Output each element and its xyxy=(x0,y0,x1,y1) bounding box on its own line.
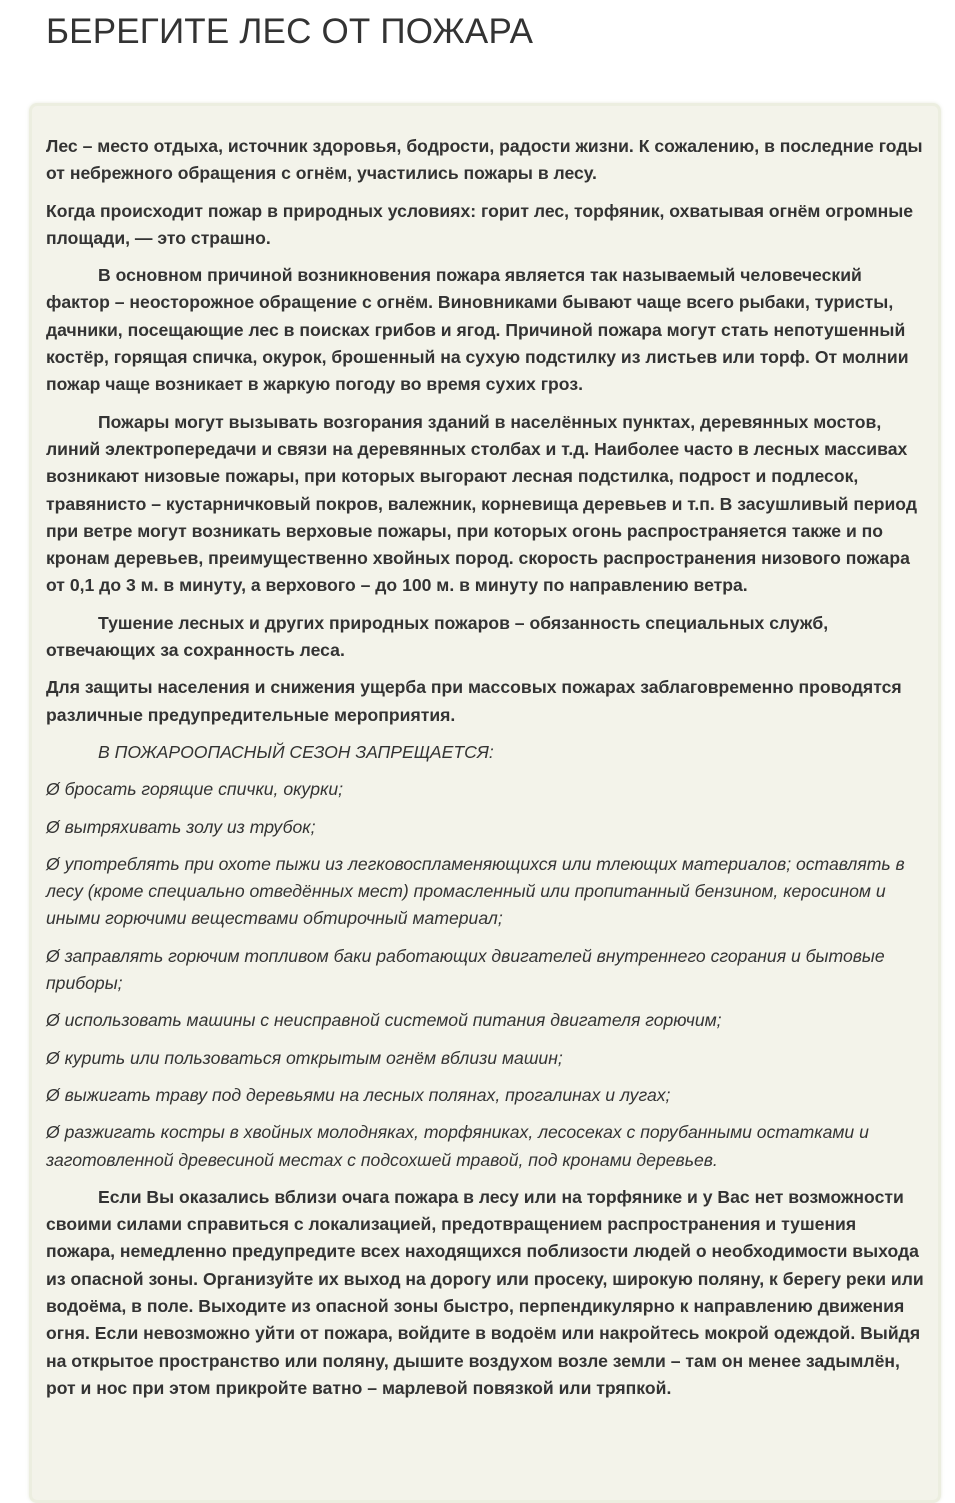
page-title: БЕРЕГИТЕ ЛЕС ОТ ПОЖАРА xyxy=(46,12,534,51)
ban-list-item: Ø курить или пользоваться открытым огнём вблизи машин; xyxy=(46,1047,563,1068)
paragraph-intro: Лес – место отдыха, источник здоровья, бодрости, радости жизни. К сожалению, в последние годы от небрежного обращения с огнём, участились пожары в лесу. xyxy=(46,136,923,184)
article-body xyxy=(46,133,926,1412)
ban-list-item: Ø заправлять горючим топливом баки работающих двигателей внутреннего сгорания и бытовые приборы; xyxy=(46,945,885,994)
paragraph-causes: В основном причиной возникновения пожара является так называемый человеческий фактор – неосторожное обращение с огнём. Виновниками бывают чаще всего рыбаки, туристы, дачники, посещающие лес в поисках грибов и ягод. Причиной пожара могут стать непотушенный костёр, горящая спичка, окурок, брошенный на сухую подстилку из листьев или торф. От молнии пожар чаще возникает в жаркую погоду во время сухих гроз. xyxy=(46,265,909,395)
ban-list-item: Ø выжигать траву под деревьями на лесных полянах, прогалинах и лугах; xyxy=(46,1084,671,1105)
ban-list-item: Ø использовать машины с неисправной системой питания двигателя горючим; xyxy=(46,1010,722,1031)
paragraph-fire-types: Пожары могут вызывать возгорания зданий в населённых пунктах, деревянных мостов, линий электропередачи и связи на деревянных столбах и т.д. Наиболее часто в лесных массивах возникают низовые пожары, при которых выгорают лесная подстилка, подрост и подлесок, травянисто – кустарничковый покров, валежник, корневища деревьев и т.п. В засушливый период при ветре могут возникать верховые пожары, при которых огонь распространяется также и по кронам деревьев, преимущественно хвойных пород. скорость распространения низового пожара от 0,1 до 3 м. в минуту, а верхового – до 100 м. в минуту по направлению ветра. xyxy=(46,411,917,596)
ban-list-item: Ø употреблять при охоте пыжи из легковоспламеняющихся или тлеющих материалов; оставлять в лесу (кроме специально отведённых мест) промасленный или пропитанный бензином, керосином и иными горючими веществами обтирочный материал; xyxy=(46,853,905,929)
ban-list-item: Ø бросать горящие спички, окурки; xyxy=(46,779,343,800)
ban-list-item: Ø вытряхивать золу из трубок; xyxy=(46,816,316,837)
paragraph-emergency-instructions: Если Вы оказались вблизи очага пожара в лесу или на торфянике и у Вас нет возможности своими силами справиться с локализацией, предотвращением распространения и тушения пожара, немедленно предупредите всех находящихся поблизости людей о необходимости выхода из опасной зоны. Организуйте их выход на дорогу или просеку, широкую поляну, к берегу реки или водоёма, в поле. Выходите из опасной зоны быстро, перпендикулярно к направлению движения огня. Если невозможно уйти от пожара, войдите в водоём или накройтесь мокрой одеждой. Выйдя на открытое пространство или поляну, дышите воздухом возле земли – там он менее задымлён, рот и нос при этом прикройте ватно – марлевой повязкой или тряпкой. xyxy=(46,1186,924,1398)
article-content-box xyxy=(29,103,941,1503)
paragraph-prevention: Для защиты населения и снижения ущерба при массовых пожарах заблаговременно проводятся различные предупредительные мероприятия. xyxy=(46,677,902,725)
ban-list-heading: В ПОЖАРООПАСНЫЙ СЕЗОН ЗАПРЕЩАЕТСЯ: xyxy=(98,741,494,762)
ban-list-item: Ø разжигать костры в хвойных молодняках, торфяниках, лесосеках с порубанными остатками и заготовленной древесиной местах с подсохшей травой, под кронами деревьев. xyxy=(46,1122,869,1170)
paragraph-fire-description: Когда происходит пожар в природных условиях: горит лес, торфяник, охватывая огнём огромные площади, — это страшно. xyxy=(46,200,914,248)
paragraph-firefighting-duty: Тушение лесных и других природных пожаров – обязанность специальных служб, отвечающих за сохранность леса. xyxy=(46,612,829,661)
